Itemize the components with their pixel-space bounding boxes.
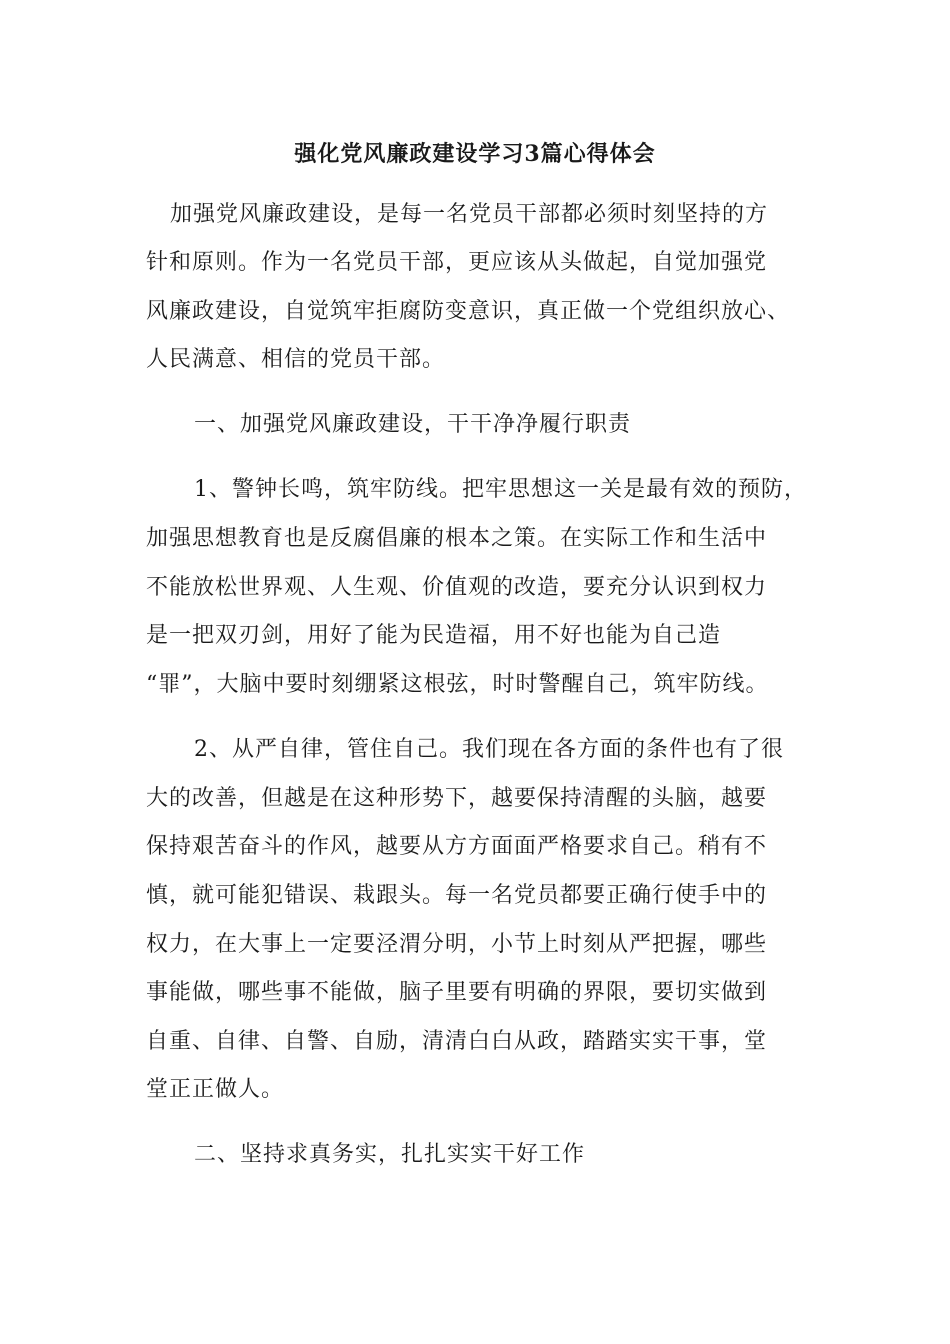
paragraph-line: 是一把双刃剑，用好了能为民造福，用不好也能为自己造 [146,623,722,648]
paragraph-line: 堂正正做人。 [146,1077,285,1102]
paragraph-line: 加强党风廉政建设，是每一名党员干部都必须时刻坚持的方 [170,202,769,227]
paragraph-line: 大的改善，但越是在这种形势下，越要保持清醒的头脑，越要 [146,786,768,811]
paragraph-line: 人民满意、相信的党员干部。 [146,347,446,372]
paragraph-line: 针和原则。作为一名党员干部，更应该从头做起，自觉加强党 [146,250,768,275]
document-title: 强化党风廉政建设学习3篇心得体会 [294,141,656,167]
section-heading: 一、加强党风廉政建设，干干净净履行职责 [194,412,632,437]
paragraph-line: 1、警钟长鸣，筑牢防线。把牢思想这一关是最有效的预防， [194,477,807,502]
paragraph-line: 事能做，哪些事不能做，脑子里要有明确的界限，要切实做到 [146,980,768,1005]
paragraph-line: 风廉政建设，自觉筑牢拒腐防变意识，真正做一个党组织放心、 [146,299,791,324]
paragraph-line: “罪”，大脑中要时刻绷紧这根弦，时时警醒自己，筑牢防线。 [146,672,769,697]
paragraph-line: 慎，就可能犯错误、栽跟头。每一名党员都要正确行使手中的 [146,883,768,908]
paragraph-line: 不能放松世界观、人生观、价值观的改造，要充分认识到权力 [146,575,768,600]
paragraph-line: 加强思想教育也是反腐倡廉的根本之策。在实际工作和生活中 [146,526,768,551]
paragraph-line: 自重、自律、自警、自励，清清白白从政，踏踏实实干事，堂 [146,1029,768,1054]
paragraph-line: 保持艰苦奋斗的作风，越要从方方面面严格要求自己。稍有不 [146,834,768,859]
section-heading: 二、坚持求真务实，扎扎实实干好工作 [194,1142,586,1167]
paragraph-line: 权力，在大事上一定要泾渭分明，小节上时刻从严把握，哪些 [146,932,768,957]
paragraph-line: 2、从严自律，管住自己。我们现在各方面的条件也有了很 [194,737,784,762]
